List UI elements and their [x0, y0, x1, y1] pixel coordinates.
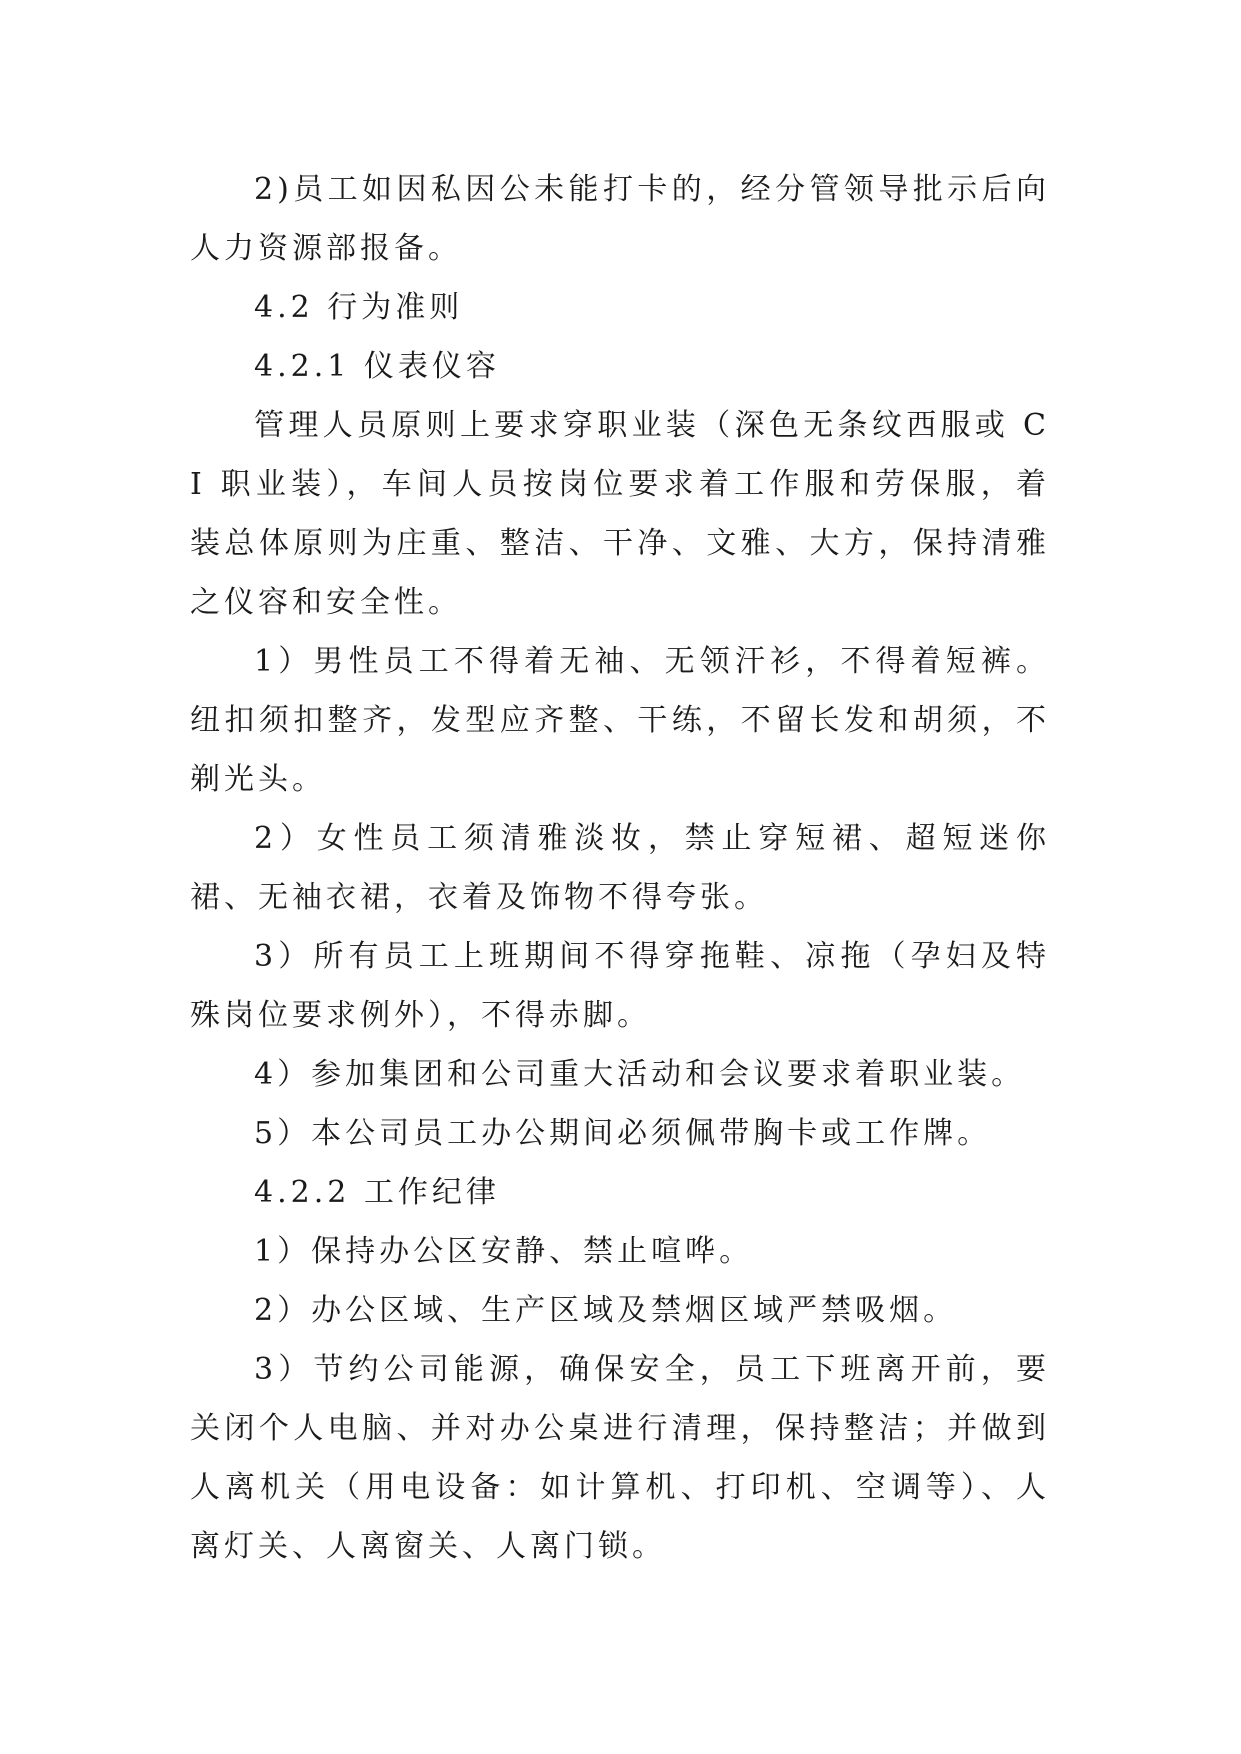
paragraph-event-dress-rule: 4）参加集团和公司重大活动和会议要求着职业装。 [254, 1057, 1026, 1092]
paragraph-attendance-report: 2)员工如因私因公未能打卡的，经分管领导批示后向人力资源部报备。 [190, 172, 1050, 266]
paragraph-footwear-rule: 3）所有员工上班期间不得穿拖鞋、凉拖（孕妇及特殊岗位要求例外），不得赤脚。 [190, 939, 1050, 1033]
paragraph-energy-saving-rule: 3）节约公司能源，确保安全，员工下班离开前，要关闭个人电脑、并对办公桌进行清理，保持整洁；并做到人离机关（用电设备：如计算机、打印机、空调等）、人离灯关、人离窗关、人离门锁。 [190, 1352, 1050, 1564]
paragraph-no-smoking-rule: 2）办公区域、生产区域及禁烟区域严禁吸烟。 [254, 1293, 958, 1328]
paragraph-quiet-office-rule: 1）保持办公区安静、禁止喧哗。 [254, 1234, 754, 1269]
paragraph-female-dress-rule: 2）女性员工须清雅淡妆，禁止穿短裙、超短迷你裙、无袖衣裙，衣着及饰物不得夸张。 [190, 821, 1050, 915]
subsection-heading-appearance: 4.2.1 仪表仪容 [254, 349, 500, 384]
document-body [190, 160, 1050, 1576]
paragraph-male-dress-rule: 1）男性员工不得着无袖、无领汗衫，不得着短裤。纽扣须扣整齐，发型应齐整、干练，不留长发和胡须，不剃光头。 [190, 644, 1050, 797]
subsection-heading-work-discipline: 4.2.2 工作纪律 [254, 1175, 500, 1210]
paragraph-dress-principle: 管理人员原则上要求穿职业装（深色无条纹西服或 CI 职业装），车间人员按岗位要求着工作服和劳保服，着装总体原则为庄重、整洁、干净、文雅、大方，保持清雅之仪容和安全性。 [190, 408, 1050, 620]
section-heading-code-of-conduct: 4.2 行为准则 [254, 290, 464, 325]
paragraph-badge-rule: 5）本公司员工办公期间必须佩带胸卡或工作牌。 [254, 1116, 992, 1151]
